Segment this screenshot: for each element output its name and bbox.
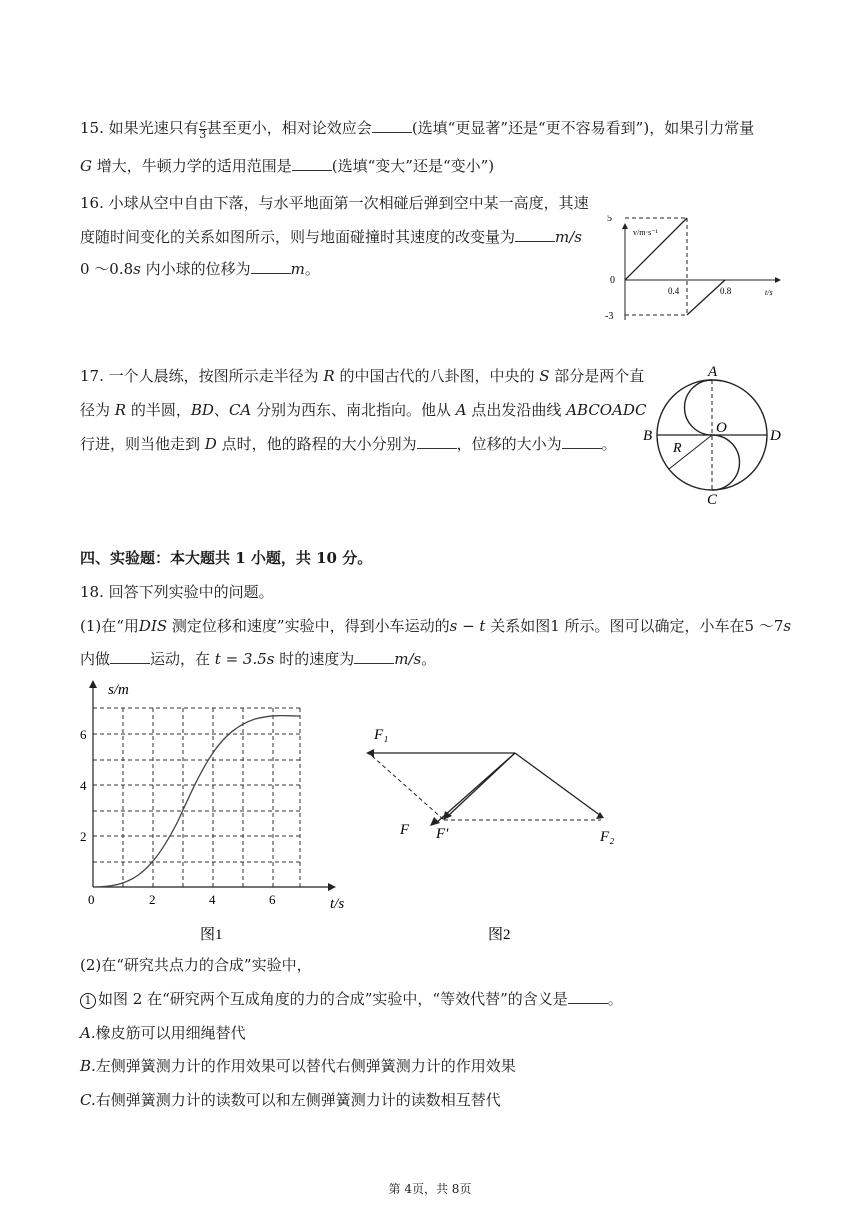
Fprime-vector xyxy=(448,753,515,816)
q15-line1: 15. 如果光速只有 $\frac{c}{3}$ 甚至更小，相对论效应会 (选填“更显著”还是“更不容易看到”)，如果引力常量 xyxy=(80,116,755,141)
force-diagram xyxy=(360,716,630,946)
section-heading: 四、实验题：本大题共 1 小题，共 10 分。 xyxy=(80,549,373,567)
tick-0: 0 xyxy=(610,275,615,286)
q17-line3: 行进，则当他走到 D 点时，他的路程的大小分别为 ，位移的大小为 。 xyxy=(80,435,617,453)
fig2-caption: 图2 xyxy=(488,927,511,943)
label-B: B xyxy=(643,428,653,444)
q18-part1-line1: (1)在“用DIS 测定位移和速度”实验中，得到小车运动的s − t 关系如图1 所示。图可以确定，小车在5 ～7s xyxy=(80,617,792,635)
v-label: v/m·s⁻¹ xyxy=(633,228,658,237)
tick-04: 0.4 xyxy=(668,286,680,296)
q16-line1: 16. 小球从空中自由下落，与水平地面第一次相碰后弹到空中某一高度，其速 xyxy=(80,194,589,212)
answer-blank[interactable] xyxy=(515,227,555,242)
ytick-2: 2 xyxy=(80,829,87,844)
answer-blank[interactable] xyxy=(568,989,608,1004)
q18-part2: (2)在“研究共点力的合成”实验中， xyxy=(80,956,312,974)
label-R: R xyxy=(673,441,682,456)
dash-F1-to-F xyxy=(372,756,444,820)
label-F2: F₂ xyxy=(600,829,615,845)
xtick-6: 6 xyxy=(269,892,276,907)
xtick-0: 0 xyxy=(88,892,95,907)
option-B[interactable]: B.左侧弹簧测力计的作用效果可以替代右侧弹簧测力计的作用效果 xyxy=(80,1057,516,1075)
answer-blank[interactable] xyxy=(372,118,412,133)
ytick-4: 4 xyxy=(80,778,87,793)
label-C: C xyxy=(707,492,718,508)
answer-blank[interactable] xyxy=(417,434,457,449)
label-A: A xyxy=(708,364,718,380)
q18-intro: 18. 回答下列实验中的问题。 xyxy=(80,583,274,601)
F-arrowhead xyxy=(430,817,440,826)
velocity-time-graph xyxy=(595,215,795,330)
label-F1: F₁ xyxy=(374,727,389,743)
t-axis-arrow xyxy=(328,883,336,891)
label-F: F xyxy=(400,822,410,838)
q18-part1-line2: 内做 运动，在 t = 3.5s 时的速度为 m/s。 xyxy=(80,650,437,668)
t-axis-arrow xyxy=(775,277,781,283)
option-C[interactable]: C.右侧弹簧测力计的读数可以和左侧弹簧测力计的读数相互替代 xyxy=(80,1091,501,1109)
v-axis-arrow xyxy=(622,223,628,229)
t-label: t/s xyxy=(330,896,345,912)
t-label: t/s xyxy=(765,288,773,297)
s-label: s/m xyxy=(108,682,129,698)
fraction-c-over-3: $\frac{c}{3}$ xyxy=(199,116,207,141)
F1-arrowhead xyxy=(366,749,374,757)
answer-blank[interactable] xyxy=(292,156,332,171)
q18-part2-question: 1 如图 2 在“研究两个互成角度的力的合成”实验中，“等效代替”的含义是 。 xyxy=(80,989,623,1009)
q16-line3: 0 ～0.8s 内小球的位移为 m。 xyxy=(80,260,320,278)
q16-line2: 度随时间变化的关系如图所示，则与地面碰撞时其速度的改变量为 m/s xyxy=(80,228,582,246)
ytick-6: 6 xyxy=(80,727,87,742)
answer-blank[interactable] xyxy=(354,649,394,664)
s-t-curve xyxy=(93,716,300,887)
s-t-graph xyxy=(70,676,360,946)
tick-08: 0.8 xyxy=(720,286,732,296)
q17-line2: 径为 R 的半圆，BD、CA 分别为西东、南北指向。他从 A 点出发沿曲线 ABCOADC xyxy=(80,401,647,419)
label-O: O xyxy=(716,420,727,436)
bagua-diagram xyxy=(640,362,790,510)
tick-minus3: -3 xyxy=(605,311,614,322)
s-axis-arrow xyxy=(89,680,97,688)
label-D: D xyxy=(770,428,781,444)
page-footer: 第 4页，共 8页 xyxy=(388,1182,472,1196)
q17-line1: 17. 一个人晨练，按图所示走半径为 R 的中国古代的八卦图，中央的 S 部分是两个直 xyxy=(80,367,645,385)
grid xyxy=(93,708,300,887)
answer-blank[interactable] xyxy=(110,649,150,664)
fig1-caption: 图1 xyxy=(200,927,223,943)
answer-blank[interactable] xyxy=(251,259,291,274)
xtick-4: 4 xyxy=(209,892,216,907)
label-Fprime: F′ xyxy=(436,826,449,842)
answer-blank[interactable] xyxy=(562,434,602,449)
xtick-2: 2 xyxy=(149,892,156,907)
option-A[interactable]: A.橡皮筋可以用细绳替代 xyxy=(80,1024,246,1042)
q15-line2: G 增大，牛顿力学的适用范围是 (选填“变大”还是“变小”) xyxy=(80,157,495,175)
circled-number: 1 xyxy=(80,993,96,1009)
tick-5: 5 xyxy=(607,215,612,224)
F2-vector xyxy=(515,753,601,816)
